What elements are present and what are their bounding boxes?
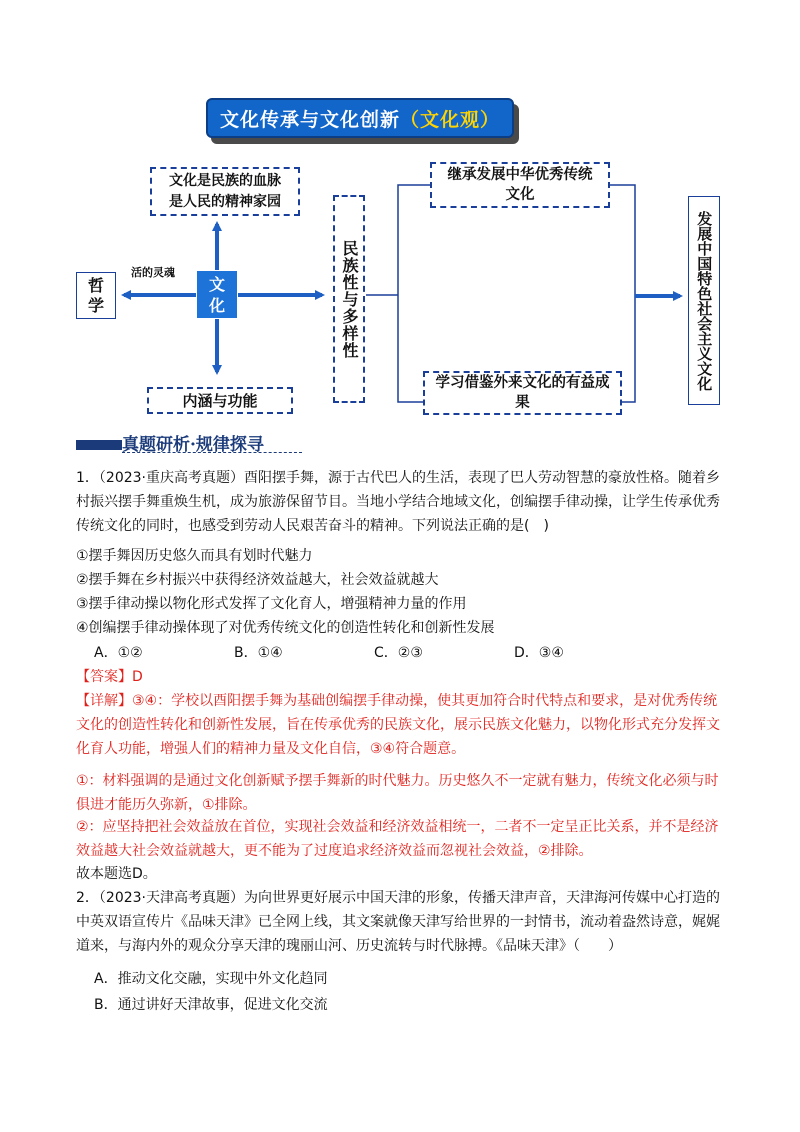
q2-option-b: B．通过讲好天津故事，促进文化交流 — [94, 997, 328, 1013]
section-bar — [76, 440, 122, 450]
culture-label: 文化 — [208, 274, 225, 315]
q1-stem: 1．（2023·重庆高考真题）酉阳摆手舞，源于古代巴人的生活，表现了巴人劳动智慧的豪放性格。随着乡村振兴摆手舞重焕生机，成为旅游保留节目。当地小学结合地域文化，创编摆手律动操，让学生传承优秀传统文化的同时，也感受到劳动人民艰苦奋斗的精神。下列说法正确的是( ) — [76, 470, 720, 534]
q1-options — [94, 641, 714, 665]
blood-line-1: 文化是民族的血脉 — [169, 172, 281, 189]
q1-option-c: C．②③ — [374, 645, 423, 661]
section-underline — [122, 452, 302, 453]
q1-reason-1: ①：材料强调的是通过文化创新赋予摆手舞新的时代魅力。历史悠久不一定就有魅力，传统文化必须与时俱进才能历久弥新，①排除。 — [76, 773, 719, 813]
q1-statement-3: ③摆手律动操以物化形式发挥了文化育人，增强精神力量的作用 — [76, 596, 467, 612]
connotation-label: 内涵与功能 — [182, 392, 258, 410]
learn-label: 学习借鉴外来文化的有益成果 — [435, 375, 610, 411]
q2-stem: 2．（2023·天津高考真题）为向世界更好展示中国天津的形象，传播天津声音，天津海河传媒中心打造的中英双语宣传片《品味天津》已全网上线，其文案就像天津写给世界的一封情书，流动着盎然诗意，娓娓道来，与海内外的观众分享天津的瑰丽山河、历史流转与时代脉搏。《品味天津》（ ） — [76, 890, 720, 954]
diagram-title-banner — [206, 98, 514, 138]
q1-statement-2: ②摆手舞在乡村振兴中获得经济效益越大，社会效益就越大 — [76, 572, 439, 588]
blood-line-2: 是人民的精神家园 — [169, 193, 281, 210]
bracket-right — [610, 185, 635, 402]
q1-conclusion: 故本题选D。 — [76, 866, 157, 882]
box-nationality-diversity — [333, 195, 365, 403]
title-paren-open: （ — [399, 108, 420, 131]
q2-option-a: A．推动文化交融，实现中外文化趋同 — [94, 971, 328, 987]
box-develop-socialist-culture — [688, 196, 720, 405]
title-paren-close: ） — [480, 108, 501, 131]
label-living-soul: 活的灵魂 — [131, 266, 175, 279]
bracket-left — [398, 185, 430, 402]
box-connotation-function — [147, 387, 293, 414]
title-highlight: 文化观 — [420, 108, 481, 131]
q1-reason-2: ②：应坚持把社会效益放在首位，实现社会效益和经济效益相统一，二者不一定呈正比关系，并不是经济效益越大社会效益就越大，更不能为了过度追求经济效益而忽视社会效益，②排除。 — [76, 819, 719, 859]
box-philosophy — [76, 272, 116, 319]
q1-option-a: A．①② — [94, 645, 143, 661]
q1-detail: 【详解】③④：学校以酉阳摆手舞为基础创编摆手律动操，使其更加符合时代特点和要求，是对优秀传统文化的创造性转化和创新性发展，旨在传承优秀的民族文化，展示民族文化魅力，以物化形式充分发挥文化育人功能，增强人们的精神力量及文化自信，③④符合题意。 — [76, 693, 720, 757]
box-culture-blood — [150, 167, 300, 216]
box-culture — [197, 271, 237, 318]
box-inherit-tradition — [430, 162, 610, 208]
q1-statement-1: ①摆手舞因历史悠久而具有划时代魅力 — [76, 548, 313, 564]
section-title: 真题研析·规律探寻 — [122, 435, 264, 455]
develop-label: 发展中国特色社会主义文化 — [695, 210, 714, 391]
q1-answer: 【答案】D — [76, 669, 143, 685]
nationality-label: 民族性与多样性 — [340, 239, 359, 359]
title-main: 文化传承与文化创新 — [219, 108, 400, 131]
q1-option-b: B．①④ — [234, 645, 283, 661]
box-learn-foreign — [423, 371, 622, 415]
q1-option-d: D．③④ — [514, 645, 564, 661]
diagram-connectors — [0, 0, 800, 460]
philosophy-label: 哲学 — [87, 275, 104, 315]
q1-statement-4: ④创编摆手律动操体现了对优秀传统文化的创造性转化和创新性发展 — [76, 620, 495, 636]
inherit-label: 继承发展中华优秀传统文化 — [447, 167, 593, 203]
